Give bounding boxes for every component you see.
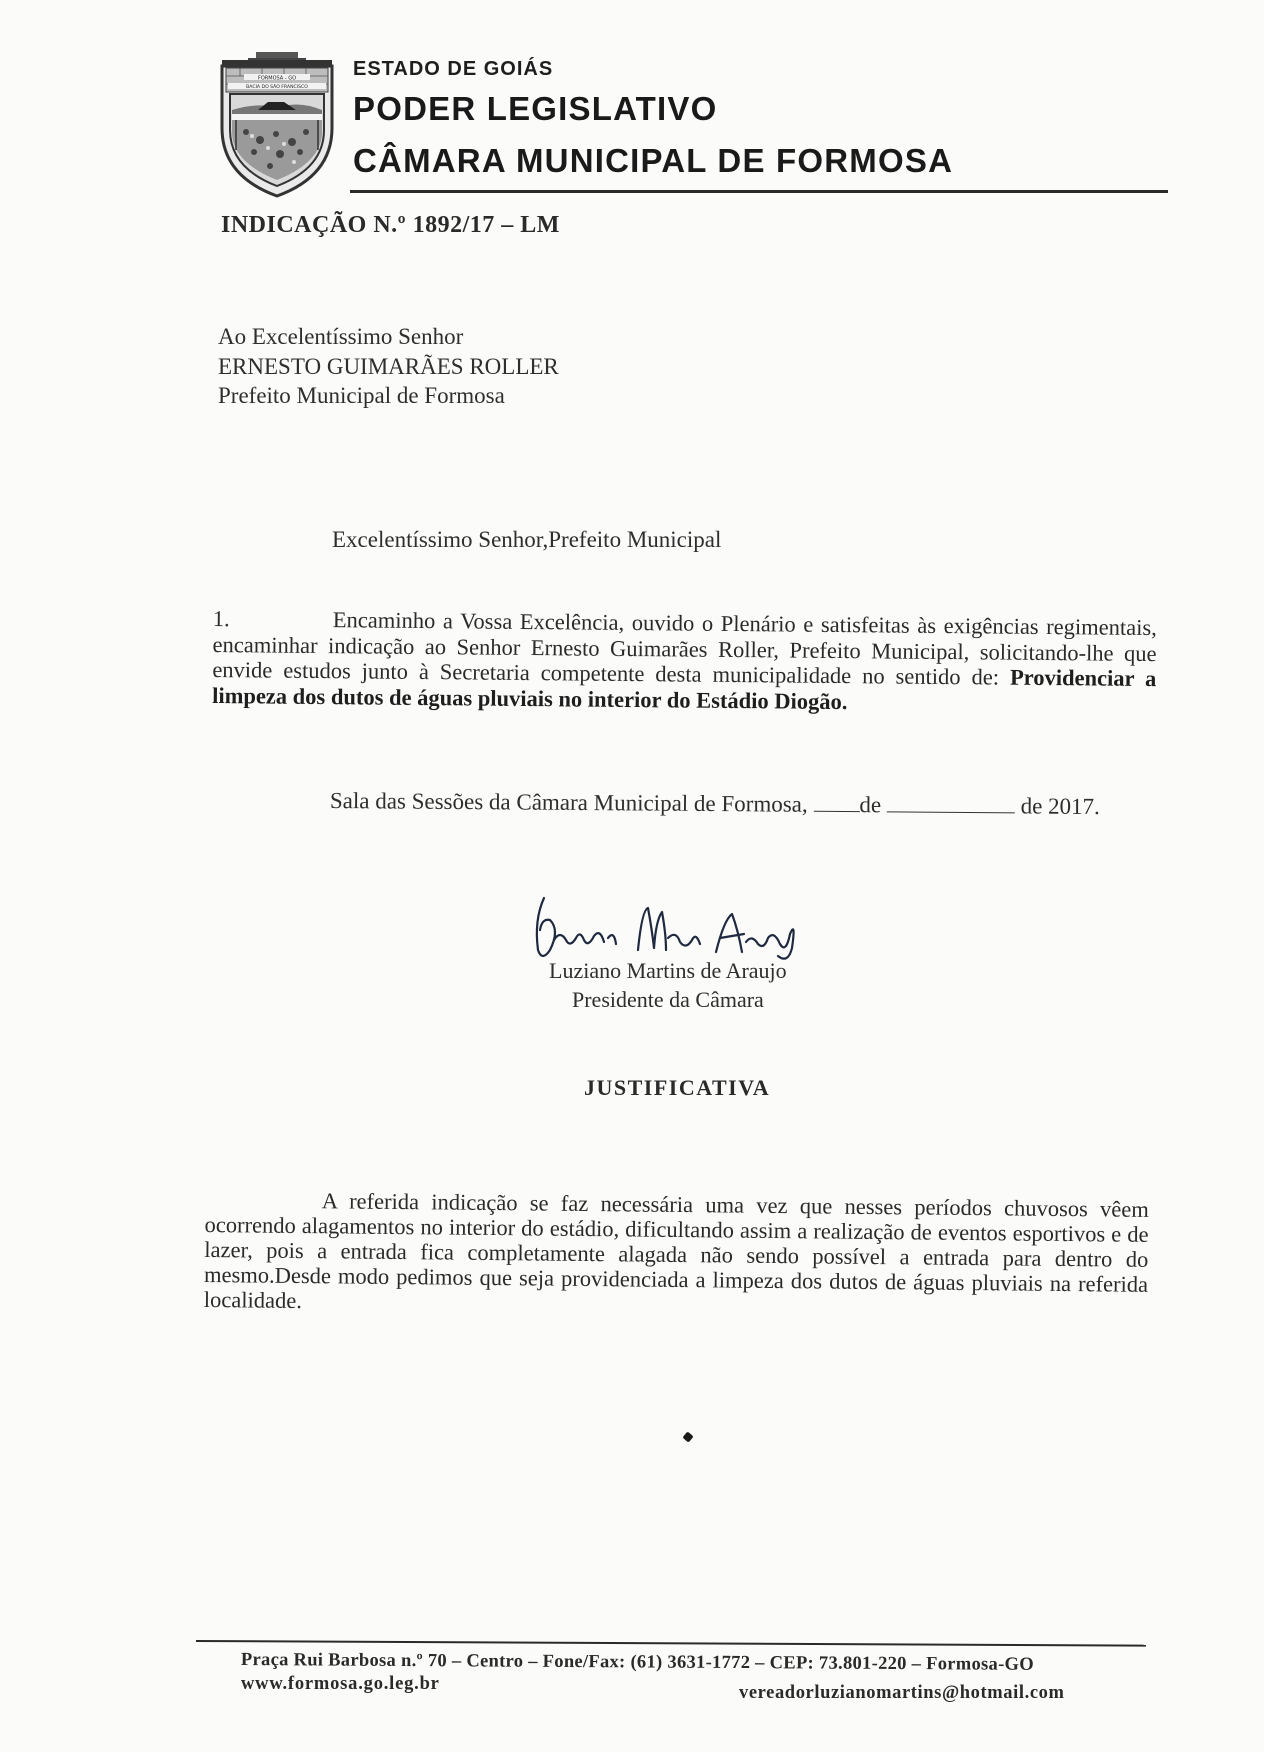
paragraph-number: 1.	[212, 606, 230, 632]
header-divider	[350, 190, 1168, 193]
footer-address: Praça Rui Barbosa n.º 70 – Centro – Fone/Fax: (61) 3631-1772 – CEP: 73.801-220 – Formosa-GO	[240, 1650, 1035, 1675]
municipal-crest-logo	[218, 50, 336, 198]
closing-de: de	[859, 792, 882, 818]
salutation: Excelentíssimo Senhor,Prefeito Municipal	[332, 527, 722, 552]
closing-year: de 2017.	[1020, 793, 1100, 820]
request-text: Encaminho a Vossa Excelência, ouvido o Plenário e satisfeitas às exigências regimentais, encaminhar indicação ao Senhor Ernesto Guimarães Roller, Prefeito Municipal, solicitando-lhe que envide estudos junto à Secretaria competente desta municipalidade no sentido de:	[212, 607, 1157, 690]
header-chamber-name: CÂMARA MUNICIPAL DE FORMOSA	[353, 142, 954, 179]
signer-role: Presidente da Câmara	[572, 987, 764, 1012]
justification-title: JUSTIFICATIVA	[584, 1075, 771, 1100]
footer-email[interactable]: vereadorluzianomartins@hotmail.com	[739, 1683, 1065, 1703]
svg-text:FORMOSA - GO: FORMOSA - GO	[257, 75, 297, 82]
addressee-title: Prefeito Municipal de Formosa	[218, 383, 505, 408]
svg-text:BACIA DO SÃO FRANCISCO: BACIA DO SÃO FRANCISCO	[246, 85, 308, 91]
request-bold-text: Providenciar a limpeza dos dutos de águas pluviais no interior do Estádio Diogão.	[212, 664, 1157, 714]
footer-website[interactable]: www.formosa.go.leg.br	[241, 1674, 440, 1694]
document-number: INDICAÇÃO N.º 1892/17 – LM	[221, 212, 560, 238]
header-legislative-power: PODER LEGISLATIVO	[353, 90, 718, 127]
header-state: ESTADO DE GOIÁS	[353, 58, 554, 80]
addressee-name: ERNESTO GUIMARÃES ROLLER	[218, 354, 559, 379]
closing-line	[330, 788, 1100, 820]
day-blank	[813, 793, 859, 812]
month-blank	[887, 793, 1015, 813]
closing-place: Sala das Sessões da Câmara Municipal de Formosa,	[329, 788, 808, 817]
ink-mark	[682, 1431, 693, 1442]
footer-divider	[196, 1640, 1146, 1647]
justification-paragraph	[204, 1187, 1149, 1322]
addressee-line-1: Ao Excelentíssimo Senhor	[218, 324, 464, 349]
justification-text: A referida indicação se faz necessária uma vez que nesses períodos chuvosos vêem ocorrendo alagamentos no interior do estádio, dificultando assim a realização de eventos esportivos e de lazer, pois a entrada fica completamente alagada não sendo possível a entrada para dentro do mesmo.Desde modo pedimos que seja providenciada a limpeza dos dutos de águas pluviais na referida localidade.	[203, 1188, 1149, 1314]
request-paragraph	[212, 606, 1157, 717]
signer-name: Luziano Martins de Araujo	[549, 958, 787, 983]
